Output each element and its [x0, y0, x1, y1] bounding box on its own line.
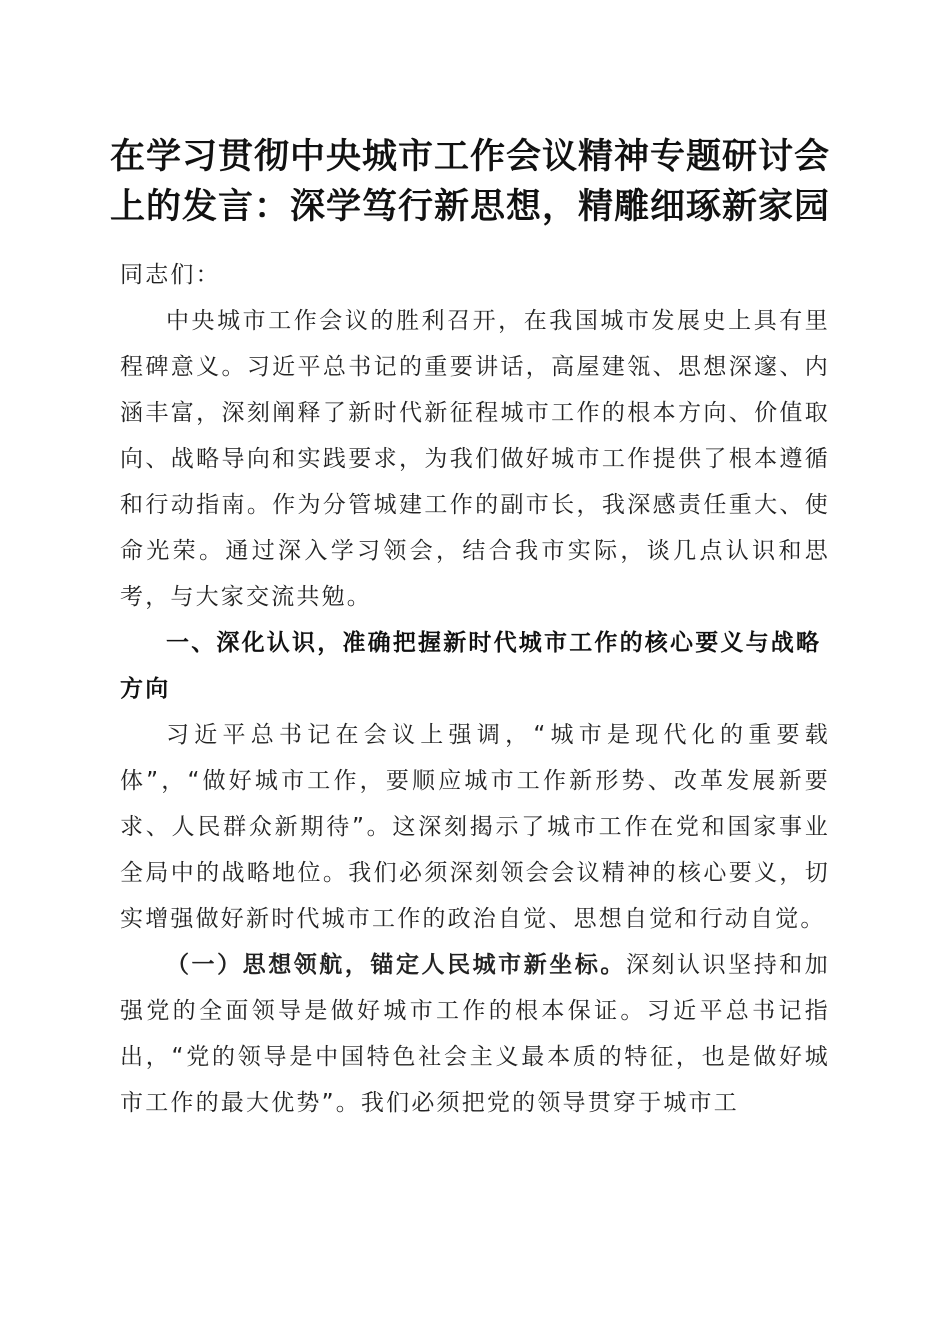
salutation: 同志们：	[120, 262, 221, 288]
paragraph-subsection-1	[120, 942, 830, 1126]
subsection-1-text: 深刻认识坚持和加强党的全面领导是做好城市工作的根本保证。习近平总书记指出，“党的领导是中国特色社会主义最本质的特征，也是做好城市工作的最大优势”。我们必须把党的领导贯穿于城市工	[120, 952, 830, 1116]
document-body	[120, 252, 830, 1126]
paragraph-intro: 中央城市工作会议的胜利召开，在我国城市发展史上具有里程碑意义。习近平总书记的重要讲话，高屋建瓴、思想深邃、内涵丰富，深刻阐释了新时代新征程城市工作的根本方向、价值取向、战略导向和实践要求，为我们做好城市工作提供了根本遵循和行动指南。作为分管城建工作的副市长，我深感责任重大、使命光荣。通过深入学习领会，结合我市实际，谈几点认识和思考，与大家交流共勉。	[120, 308, 830, 610]
document-title	[110, 132, 850, 232]
title-line-1: 在学习贯彻中央城市工作会议精神专题研讨会	[110, 136, 831, 177]
title-line-2: 上的发言：深学笃行新思想，精雕细琢新家园	[110, 186, 831, 227]
section-heading-1: 一、深化认识，准确把握新时代城市工作的核心要义与战略方向	[120, 630, 822, 702]
subsection-heading-1: （一）思想领航，锚定人民城市新坐标。	[166, 952, 626, 978]
paragraph-section-1: 习近平总书记在会议上强调，“城市是现代化的重要载体”，“做好城市工作，要顺应城市工作新形势、改革发展新要求、人民群众新期待”。这深刻揭示了城市工作在党和国家事业全局中的战略地位。我们必须深刻领会会议精神的核心要义，切实增强做好新时代城市工作的政治自觉、思想自觉和行动自觉。	[120, 722, 830, 932]
